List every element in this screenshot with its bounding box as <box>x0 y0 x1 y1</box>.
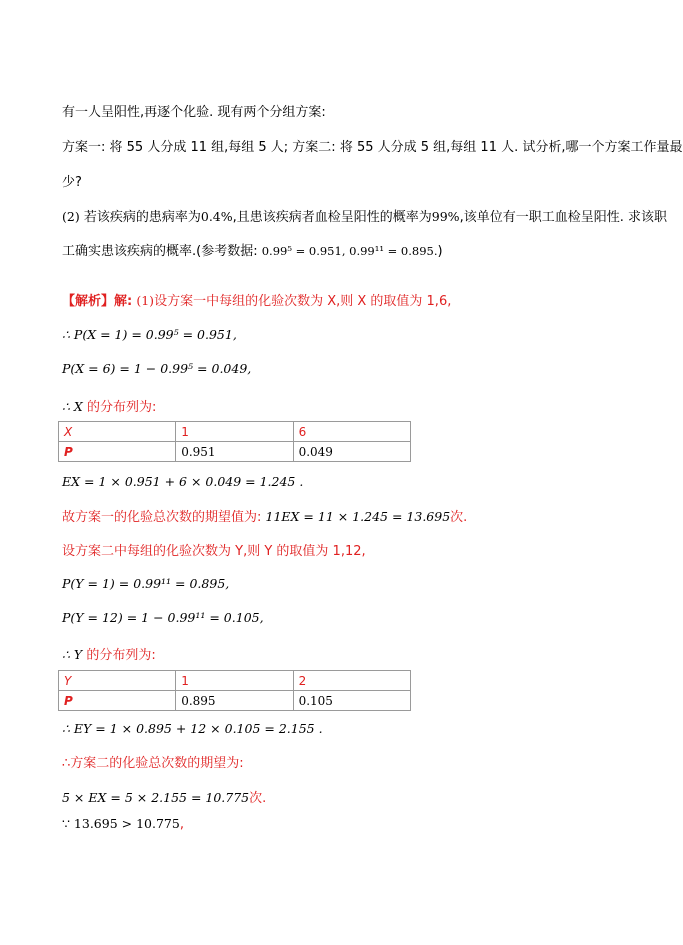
disease-rate: 0.4% <box>200 209 233 224</box>
table-cell: 1 <box>176 422 293 442</box>
reference-data: 0.99⁵ = 0.951, 0.99¹¹ = 0.895. <box>261 244 438 258</box>
dist-x-text: 的分布列为: <box>86 400 157 415</box>
table-cell: P <box>59 691 176 711</box>
table-cell: 0.951 <box>176 442 293 462</box>
prob-x-6: P(X = 6) = 1 − 0.99⁵ = 0.049, <box>62 361 252 376</box>
plan2-total-unit: 次. <box>249 791 267 806</box>
expectation-y: ∴ EY = 1 × 0.895 + 12 × 0.105 = 2.155 . <box>62 721 323 736</box>
dist-x-label <box>62 398 156 417</box>
table-row <box>59 691 411 711</box>
table-cell: 0.049 <box>293 442 410 462</box>
table-cell: X <box>59 422 176 442</box>
plan2-total-label: ∴方案二的化验总次数的期望为: <box>62 756 244 771</box>
dist-x-var: ∴ X <box>62 399 83 414</box>
dist-y-text: 的分布列为: <box>86 648 156 663</box>
problem-line-4-b: ,且患该疾病者血检呈阳性的概率为 <box>232 210 432 225</box>
table-cell: Y <box>59 671 176 691</box>
problem-line-4-c: ,该单位有一职工血检呈阳性. 求该职 <box>459 210 667 225</box>
analysis-tag: 【解析】解: <box>62 294 133 309</box>
table-row <box>59 442 411 462</box>
table-cell: 2 <box>293 671 410 691</box>
distribution-table-x <box>58 421 411 462</box>
distribution-table-y <box>58 670 411 711</box>
plan2-intro: 设方案二中每组的化验次数为 Y,则 Y 的取值为 1,12, <box>62 544 366 559</box>
table-cell: 0.895 <box>176 691 293 711</box>
table-cell: P <box>59 442 176 462</box>
prob-y-1: P(Y = 1) = 0.99¹¹ = 0.895, <box>62 576 230 591</box>
prob-y-12: P(Y = 12) = 1 − 0.99¹¹ = 0.105, <box>62 610 264 625</box>
dist-y-label <box>62 646 156 665</box>
plan1-expectation <box>62 508 467 527</box>
comparison <box>62 815 184 834</box>
plan1-math: 11EX = 11 × 1.245 = 13.695 <box>265 509 451 524</box>
table-cell: 1 <box>176 671 293 691</box>
comparison-tail: , <box>179 817 184 832</box>
solution-header-text: 设方案一中每组的化验次数为 X,则 X 的取值为 1,6, <box>154 294 452 309</box>
problem-line-3: 少? <box>62 175 82 190</box>
problem-line-5-a: 工确实患该疾病的概率.(参考数据: <box>62 244 258 259</box>
problem-line-1: 有一人呈阳性,再逐个化验. 现有两个分组方案: <box>62 105 326 120</box>
positive-rate: 99% <box>431 209 460 224</box>
prob-x-1: ∴ P(X = 1) = 0.99⁵ = 0.951, <box>62 327 237 342</box>
table-row <box>59 422 411 442</box>
problem-line-2: 方案一: 将 55 人分成 11 组,每组 5 人; 方案二: 将 55 人分成 5 组,每组 11 人. 试分析,哪一个方案工作量最 <box>62 140 683 155</box>
expectation-x: EX = 1 × 0.951 + 6 × 0.049 = 1.245 . <box>62 474 304 489</box>
problem-line-4 <box>62 208 667 227</box>
table-cell: 6 <box>293 422 410 442</box>
table-cell: 0.105 <box>293 691 410 711</box>
plan2-total-math: 5 × EX = 5 × 2.155 = 10.775 <box>62 790 250 805</box>
plan2-total <box>62 789 266 808</box>
part-one-number: (1) <box>136 293 155 308</box>
solution-header <box>62 292 451 311</box>
table-row <box>59 671 411 691</box>
problem-line-4-a: 若该疾病的患病率为 <box>83 210 201 225</box>
plan1-unit: 次. <box>450 510 468 525</box>
part-number: (2) <box>62 209 80 224</box>
problem-line-5 <box>62 242 443 261</box>
plan1-text: 故方案一的化验总次数的期望值为: <box>62 510 262 525</box>
comparison-math: ∵ 13.695 > 10.775 <box>62 816 180 831</box>
problem-line-5-b: ) <box>437 244 443 259</box>
dist-y-var: ∴ Y <box>62 647 83 662</box>
